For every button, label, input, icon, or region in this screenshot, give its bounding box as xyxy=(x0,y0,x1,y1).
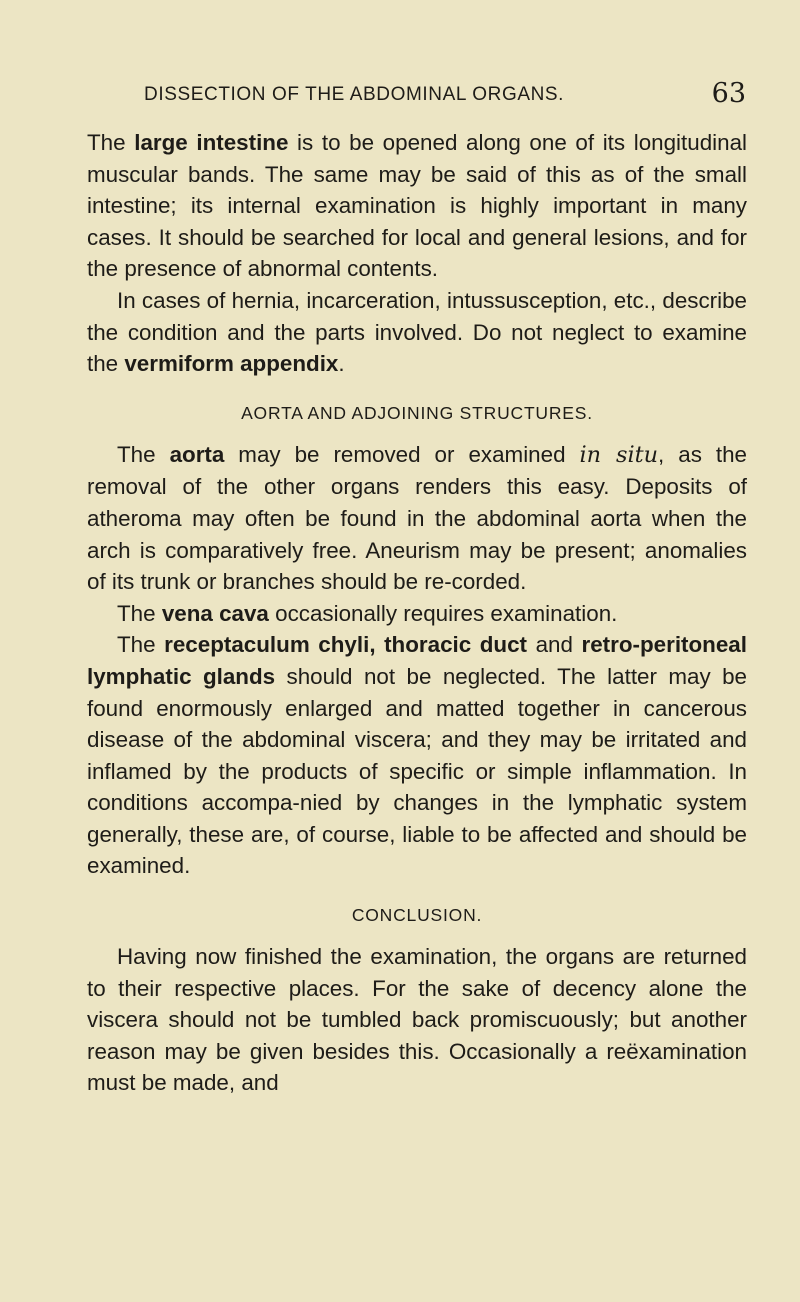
text-run: aorta xyxy=(169,441,225,467)
text-run: and xyxy=(527,632,582,658)
paragraph-conclusion xyxy=(87,941,747,1099)
text-run: occasionally requires examination. xyxy=(268,600,618,626)
text-run: The xyxy=(117,441,170,467)
text-run: The xyxy=(117,632,165,658)
text-run: large intestine xyxy=(134,130,289,155)
page-number: 63 xyxy=(711,78,746,109)
paragraph-lymphatics xyxy=(87,629,747,882)
text-run: . xyxy=(338,351,345,377)
section-heading-aorta: AORTA AND ADJOINING STRUCTURES. xyxy=(241,402,593,423)
section-heading-conclusion: CONCLUSION. xyxy=(351,905,483,926)
text-run: vena cava xyxy=(161,600,269,626)
text-run: The xyxy=(87,130,135,155)
text-run: In cases of hernia, incarceration, intussusception, etc., describe the condition and the parts involved. Do not neglect to examine the xyxy=(87,287,747,377)
text-run: receptaculum chyli, thoracic duct xyxy=(164,632,528,658)
paragraph-vena-cava xyxy=(87,598,747,630)
paragraph-large-intestine xyxy=(87,127,747,285)
text-run: vermiform appendix xyxy=(124,351,339,377)
body-text xyxy=(87,127,747,1099)
text-run: in situ xyxy=(579,441,659,468)
text-run: may be removed or examined xyxy=(224,441,580,467)
paragraph-hernia xyxy=(87,285,747,380)
text-run: is to be opened along one of its longitudinal muscular bands. The same may be said of this as of the small intestine; its internal examination is highly important in many cases. It should be searched for local and general lesions, and for the presence of abnormal contents. xyxy=(87,130,748,282)
text-run: , as the removal of the other organs renders this easy. Deposits of atheroma may often be found in the abdominal aorta when the arch is comparatively free. Aneurism may be present; anomalies of its trunk or branches should be re-corded. xyxy=(87,441,747,595)
text-run: retro-peritoneal lymphatic glands xyxy=(87,632,747,689)
text-run: The xyxy=(117,600,162,626)
running-head xyxy=(86,80,746,110)
running-title: DISSECTION OF THE ABDOMINAL ORGANS. xyxy=(144,84,565,105)
text-run: should not be neglected. The latter may be found enormously enlarged and matted together in cancerous disease of the abdominal viscera; and they may be irritated and inflamed by the products of specific or simple inflammation. In conditions accompa-nied by changes in the lymphatic system generally, these are, of course, liable to be affected and should be examined. xyxy=(87,663,747,879)
paragraph-aorta xyxy=(87,439,747,598)
text-run: Having now finished the examination, the organs are returned to their respective places. For the sake of decency alone the viscera should not be tumbled back promiscuously; but another reason may be given besides this. Occasionally a reëxamination must be made, and xyxy=(87,944,747,1096)
